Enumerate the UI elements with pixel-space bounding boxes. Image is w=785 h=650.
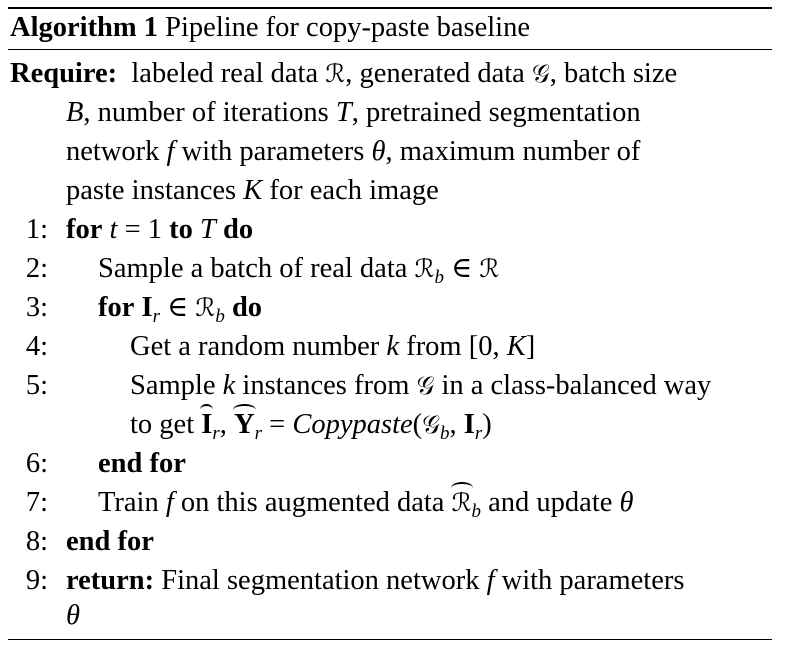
require-keyword: Require: [10, 58, 118, 89]
step-2: Sample a batch of real data ℛ$_b$ ∈ ℛ [98, 253, 500, 288]
require-line-2: B, number of iterations T, pretrained segmentation [66, 97, 641, 128]
caption-rule [8, 49, 772, 50]
step-7: Train f on this augmented data ℛ$_b$ and update θ [98, 487, 634, 522]
step-number: 2: [25, 253, 48, 284]
top-rule [8, 7, 772, 9]
step-number: 8: [25, 526, 48, 557]
require-line-1: Require: labeled real data ℛ, generated data 𝒢, batch size [10, 58, 678, 89]
step-9-line-2: θ [66, 600, 80, 631]
step-number: 6: [25, 448, 48, 479]
step-5-line-2: to get $I_r$, $Y_r$ = Copypaste(𝒢$_b$, $I_r$) [130, 409, 492, 444]
step-number: 4: [25, 331, 48, 362]
bottom-rule [8, 639, 772, 640]
step-number: 3: [25, 292, 48, 323]
require-line-4: paste instances K for each image [66, 175, 439, 206]
step-8: end for [66, 526, 154, 557]
step-5-line-1: Sample k instances from 𝒢 in a class-balanced way [130, 370, 712, 401]
algorithm-label: Algorithm 1 [10, 12, 159, 43]
algorithm-caption [10, 12, 530, 44]
step-9-line-1: return: Final segmentation network f with parameters [66, 565, 685, 596]
step-4: Get a random number k from [0, K] [130, 331, 536, 362]
step-number: 7: [25, 487, 48, 518]
step-1: for t = 1 to T do [66, 214, 254, 245]
step-3: for $I_r$ ∈ ℛ$_b$ do [98, 292, 263, 327]
step-number: 9: [25, 565, 48, 596]
step-number: 1: [25, 214, 48, 245]
step-number: 5: [25, 370, 48, 401]
require-line-3: network f with parameters θ, maximum number of [66, 136, 641, 167]
step-6: end for [98, 448, 186, 479]
algorithm-title: Pipeline for copy-paste baseline [165, 12, 530, 43]
